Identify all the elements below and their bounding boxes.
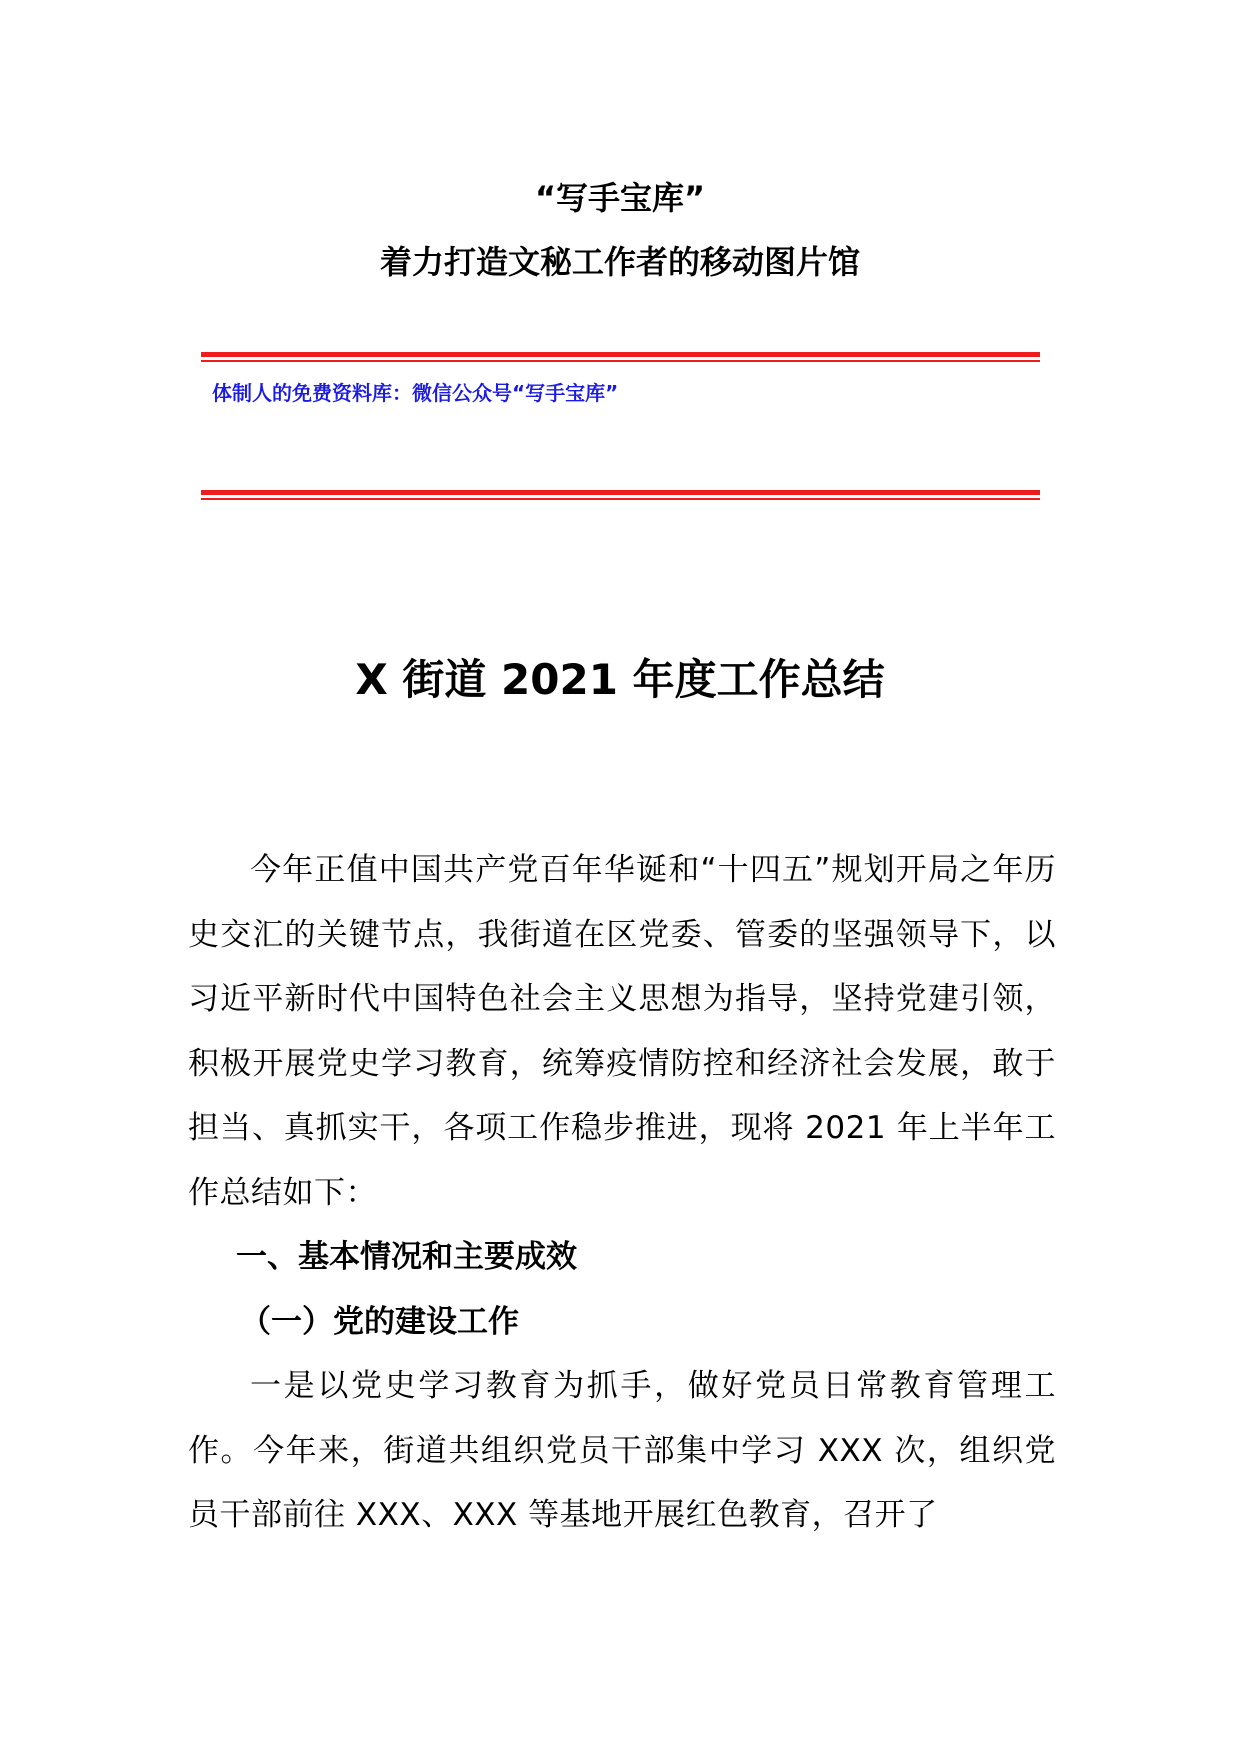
top-divider-thick-line xyxy=(201,352,1040,357)
brand-slogan: 着力打造文秘工作者的移动图片馆 xyxy=(379,243,860,281)
bottom-divider-thin-line xyxy=(201,498,1040,500)
body-paragraph: 一是以党史学习教育为抓手，做好党员日常教育管理工作。今年来，街道共组织党员干部集中学习 XXX 次，组织党员干部前往 XXX、XXX 等基地开展红色教育，召开了 xyxy=(188,1368,1056,1533)
document-body xyxy=(188,838,1056,1548)
subsection-heading: （一）党的建设工作 xyxy=(240,1303,519,1340)
bottom-divider-thick-line xyxy=(201,490,1040,495)
section-heading: 一、基本情况和主要成效 xyxy=(236,1239,577,1275)
top-divider-thin-line xyxy=(201,360,1040,362)
top-divider-rule xyxy=(201,352,1040,364)
brand-title: “写手宝库” xyxy=(534,179,706,217)
bottom-divider-rule xyxy=(201,490,1040,502)
document-title: X 街道 2021 年度工作总结 xyxy=(355,655,885,704)
intro-paragraph: 今年正值中国共产党百年华诞和“十四五”规划开局之年历史交汇的关键节点，我街道在区党委、管委的坚强领导下，以习近平新时代中国特色社会主义思想为指导，坚持党建引领，积极开展党史学习教育，统筹疫情防控和经济社会发展，敢于担当、真抓实干，各项工作稳步推进，现将 2021 年上半年工作总结如下： xyxy=(188,852,1056,1211)
banner-text: 体制人的免费资料库：微信公众号“写手宝库” xyxy=(212,381,619,405)
